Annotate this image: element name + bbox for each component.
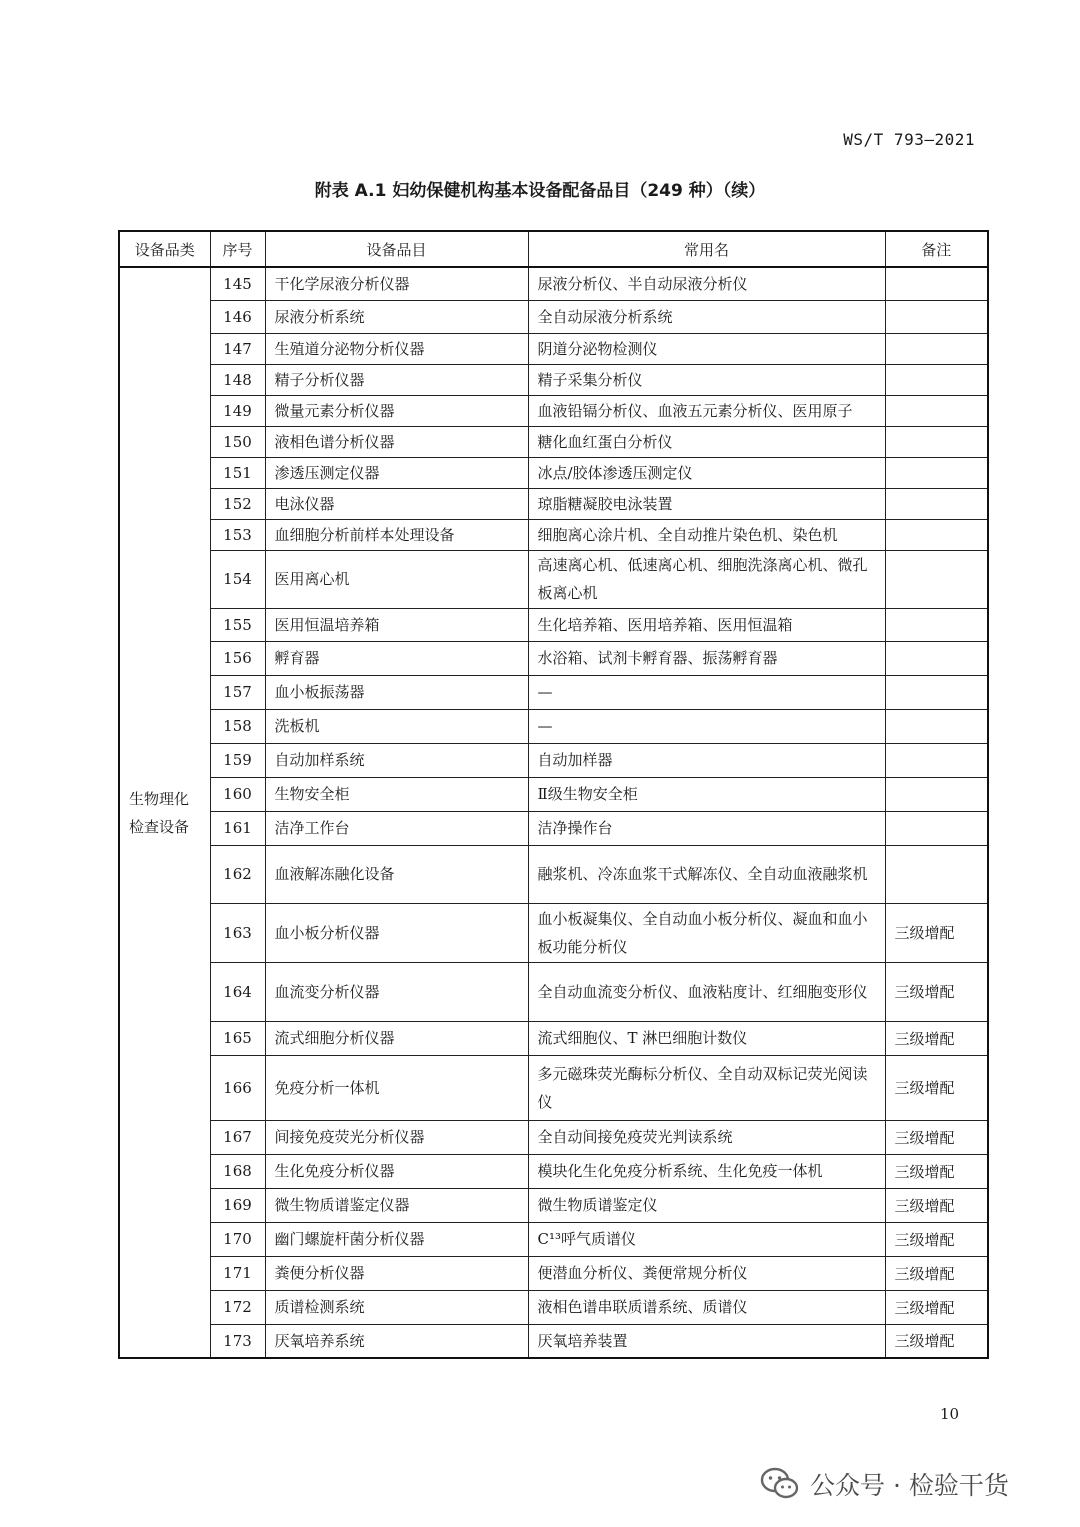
seq-cell: 171 bbox=[210, 1256, 265, 1290]
seq-cell: 165 bbox=[210, 1021, 265, 1055]
seq-cell: 169 bbox=[210, 1188, 265, 1222]
item-cell: 电泳仪器 bbox=[265, 488, 528, 519]
seq-cell: 164 bbox=[210, 962, 265, 1021]
common-name-cell: 流式细胞仪、T 淋巴细胞计数仪 bbox=[528, 1021, 885, 1055]
table-row bbox=[119, 1154, 988, 1188]
seq-cell: 146 bbox=[210, 300, 265, 333]
item-cell: 洗板机 bbox=[265, 709, 528, 743]
note-cell bbox=[885, 709, 988, 743]
seq-cell: 168 bbox=[210, 1154, 265, 1188]
table-row bbox=[119, 1324, 988, 1358]
item-cell: 精子分析仪器 bbox=[265, 364, 528, 395]
seq-cell: 152 bbox=[210, 488, 265, 519]
note-cell bbox=[885, 550, 988, 608]
common-name-cell: Ⅱ级生物安全柜 bbox=[528, 777, 885, 811]
seq-cell: 156 bbox=[210, 641, 265, 675]
equipment-table bbox=[118, 230, 989, 1359]
note-cell: 三级增配 bbox=[885, 903, 988, 962]
common-name-cell: 微生物质谱鉴定仪 bbox=[528, 1188, 885, 1222]
seq-cell: 159 bbox=[210, 743, 265, 777]
seq-cell: 167 bbox=[210, 1120, 265, 1154]
note-cell: 三级增配 bbox=[885, 1055, 988, 1120]
common-name-cell: 洁净操作台 bbox=[528, 811, 885, 845]
item-cell: 医用恒温培养箱 bbox=[265, 608, 528, 641]
seq-cell: 153 bbox=[210, 519, 265, 550]
table-row bbox=[119, 709, 988, 743]
note-cell: 三级增配 bbox=[885, 1256, 988, 1290]
seq-cell: 154 bbox=[210, 550, 265, 608]
common-name-cell: 血小板凝集仪、全自动血小板分析仪、凝血和血小板功能分析仪 bbox=[528, 903, 885, 962]
table-row bbox=[119, 962, 988, 1021]
column-header: 备注 bbox=[885, 231, 988, 267]
common-name-cell: 精子采集分析仪 bbox=[528, 364, 885, 395]
table-row bbox=[119, 1188, 988, 1222]
table-header-row bbox=[119, 231, 988, 267]
item-cell: 质谱检测系统 bbox=[265, 1290, 528, 1324]
note-cell bbox=[885, 426, 988, 457]
table-row bbox=[119, 811, 988, 845]
seq-cell: 149 bbox=[210, 395, 265, 426]
seq-cell: 172 bbox=[210, 1290, 265, 1324]
common-name-cell: 全自动间接免疫荧光判读系统 bbox=[528, 1120, 885, 1154]
seq-cell: 157 bbox=[210, 675, 265, 709]
note-cell bbox=[885, 641, 988, 675]
note-cell bbox=[885, 364, 988, 395]
table-row bbox=[119, 1120, 988, 1154]
watermark-text: 公众号 · 检验干货 bbox=[810, 1471, 1009, 1500]
seq-cell: 163 bbox=[210, 903, 265, 962]
common-name-cell: 糖化血红蛋白分析仪 bbox=[528, 426, 885, 457]
item-cell: 血小板分析仪器 bbox=[265, 903, 528, 962]
common-name-cell: 便潜血分析仪、粪便常规分析仪 bbox=[528, 1256, 885, 1290]
common-name-cell: 尿液分析仪、半自动尿液分析仪 bbox=[528, 267, 885, 300]
table-row bbox=[119, 550, 988, 608]
note-cell bbox=[885, 675, 988, 709]
item-cell: 渗透压测定仪器 bbox=[265, 457, 528, 488]
table-row bbox=[119, 1290, 988, 1324]
table-row bbox=[119, 1055, 988, 1120]
common-name-cell: 多元磁珠荧光酶标分析仪、全自动双标记荧光阅读仪 bbox=[528, 1055, 885, 1120]
seq-cell: 145 bbox=[210, 267, 265, 300]
seq-cell: 151 bbox=[210, 457, 265, 488]
note-cell: 三级增配 bbox=[885, 1120, 988, 1154]
note-cell bbox=[885, 777, 988, 811]
seq-cell: 147 bbox=[210, 333, 265, 364]
note-cell: 三级增配 bbox=[885, 1154, 988, 1188]
page-number: 10 bbox=[940, 1405, 960, 1423]
item-cell: 孵育器 bbox=[265, 641, 528, 675]
item-cell: 生殖道分泌物分析仪器 bbox=[265, 333, 528, 364]
note-cell bbox=[885, 519, 988, 550]
common-name-cell: 模块化生化免疫分析系统、生化免疫一体机 bbox=[528, 1154, 885, 1188]
note-cell bbox=[885, 300, 988, 333]
item-cell: 液相色谱分析仪器 bbox=[265, 426, 528, 457]
note-cell: 三级增配 bbox=[885, 1188, 988, 1222]
note-cell: 三级增配 bbox=[885, 1021, 988, 1055]
table-row bbox=[119, 333, 988, 364]
note-cell bbox=[885, 743, 988, 777]
table-row bbox=[119, 364, 988, 395]
table-body bbox=[119, 267, 988, 1358]
item-cell: 洁净工作台 bbox=[265, 811, 528, 845]
note-cell: 三级增配 bbox=[885, 1222, 988, 1256]
table-row bbox=[119, 1222, 988, 1256]
table-row bbox=[119, 519, 988, 550]
common-name-cell: 生化培养箱、医用培养箱、医用恒温箱 bbox=[528, 608, 885, 641]
table-row bbox=[119, 1021, 988, 1055]
item-cell: 医用离心机 bbox=[265, 550, 528, 608]
common-name-cell: 阴道分泌物检测仪 bbox=[528, 333, 885, 364]
item-cell: 血小板振荡器 bbox=[265, 675, 528, 709]
column-header: 设备品类 bbox=[119, 231, 210, 267]
column-header: 序号 bbox=[210, 231, 265, 267]
item-cell: 自动加样系统 bbox=[265, 743, 528, 777]
table-row bbox=[119, 426, 988, 457]
note-cell: 三级增配 bbox=[885, 962, 988, 1021]
table-title: 附表 A.1 妇幼保健机构基本设备配备品目（249 种）（续） bbox=[314, 181, 766, 201]
table-row bbox=[119, 300, 988, 333]
table-row bbox=[119, 777, 988, 811]
common-name-cell: 全自动血流变分析仪、血液粘度计、红细胞变形仪 bbox=[528, 962, 885, 1021]
common-name-cell: 融浆机、冷冻血浆干式解冻仪、全自动血液融浆机 bbox=[528, 845, 885, 903]
item-cell: 微量元素分析仪器 bbox=[265, 395, 528, 426]
table-row bbox=[119, 608, 988, 641]
seq-cell: 166 bbox=[210, 1055, 265, 1120]
seq-cell: 160 bbox=[210, 777, 265, 811]
table-row bbox=[119, 743, 988, 777]
table-row bbox=[119, 457, 988, 488]
common-name-cell: 细胞离心涂片机、全自动推片染色机、染色机 bbox=[528, 519, 885, 550]
seq-cell: 150 bbox=[210, 426, 265, 457]
item-cell: 血流变分析仪器 bbox=[265, 962, 528, 1021]
common-name-cell: 高速离心机、低速离心机、细胞洗涤离心机、微孔板离心机 bbox=[528, 550, 885, 608]
note-cell bbox=[885, 267, 988, 300]
note-cell bbox=[885, 395, 988, 426]
table-row bbox=[119, 395, 988, 426]
note-cell bbox=[885, 457, 988, 488]
note-cell bbox=[885, 488, 988, 519]
table-row bbox=[119, 675, 988, 709]
item-cell: 干化学尿液分析仪器 bbox=[265, 267, 528, 300]
seq-cell: 158 bbox=[210, 709, 265, 743]
table-row bbox=[119, 1256, 988, 1290]
common-name-cell: 全自动尿液分析系统 bbox=[528, 300, 885, 333]
common-name-cell: 自动加样器 bbox=[528, 743, 885, 777]
table-row bbox=[119, 641, 988, 675]
note-cell bbox=[885, 333, 988, 364]
note-cell bbox=[885, 845, 988, 903]
item-cell: 厌氧培养系统 bbox=[265, 1324, 528, 1358]
seq-cell: 148 bbox=[210, 364, 265, 395]
item-cell: 幽门螺旋杆菌分析仪器 bbox=[265, 1222, 528, 1256]
seq-cell: 170 bbox=[210, 1222, 265, 1256]
table-row bbox=[119, 903, 988, 962]
seq-cell: 155 bbox=[210, 608, 265, 641]
standard-code: WS/T 793—2021 bbox=[843, 130, 975, 149]
table-row bbox=[119, 488, 988, 519]
item-cell: 粪便分析仪器 bbox=[265, 1256, 528, 1290]
watermark bbox=[760, 1466, 1009, 1502]
item-cell: 生物安全柜 bbox=[265, 777, 528, 811]
note-cell: 三级增配 bbox=[885, 1290, 988, 1324]
common-name-cell: 琼脂糖凝胶电泳装置 bbox=[528, 488, 885, 519]
table-row bbox=[119, 267, 988, 300]
note-cell: 三级增配 bbox=[885, 1324, 988, 1358]
category-cell: 生物理化检查设备 bbox=[119, 267, 210, 1358]
common-name-cell: 冰点/胶体渗透压测定仪 bbox=[528, 457, 885, 488]
common-name-cell: — bbox=[528, 675, 885, 709]
item-cell: 间接免疫荧光分析仪器 bbox=[265, 1120, 528, 1154]
common-name-cell: 血液铅镉分析仪、血液五元素分析仪、医用原子 bbox=[528, 395, 885, 426]
common-name-cell: — bbox=[528, 709, 885, 743]
seq-cell: 173 bbox=[210, 1324, 265, 1358]
common-name-cell: 厌氧培养装置 bbox=[528, 1324, 885, 1358]
table-row bbox=[119, 845, 988, 903]
common-name-cell: C¹³呼气质谱仪 bbox=[528, 1222, 885, 1256]
item-cell: 尿液分析系统 bbox=[265, 300, 528, 333]
seq-cell: 161 bbox=[210, 811, 265, 845]
seq-cell: 162 bbox=[210, 845, 265, 903]
wechat-icon bbox=[760, 1467, 800, 1501]
item-cell: 微生物质谱鉴定仪器 bbox=[265, 1188, 528, 1222]
column-header: 设备品目 bbox=[265, 231, 528, 267]
column-header: 常用名 bbox=[528, 231, 885, 267]
item-cell: 血细胞分析前样本处理设备 bbox=[265, 519, 528, 550]
item-cell: 免疫分析一体机 bbox=[265, 1055, 528, 1120]
common-name-cell: 水浴箱、试剂卡孵育器、振荡孵育器 bbox=[528, 641, 885, 675]
common-name-cell: 液相色谱串联质谱系统、质谱仪 bbox=[528, 1290, 885, 1324]
item-cell: 流式细胞分析仪器 bbox=[265, 1021, 528, 1055]
item-cell: 生化免疫分析仪器 bbox=[265, 1154, 528, 1188]
item-cell: 血液解冻融化设备 bbox=[265, 845, 528, 903]
note-cell bbox=[885, 608, 988, 641]
note-cell bbox=[885, 811, 988, 845]
